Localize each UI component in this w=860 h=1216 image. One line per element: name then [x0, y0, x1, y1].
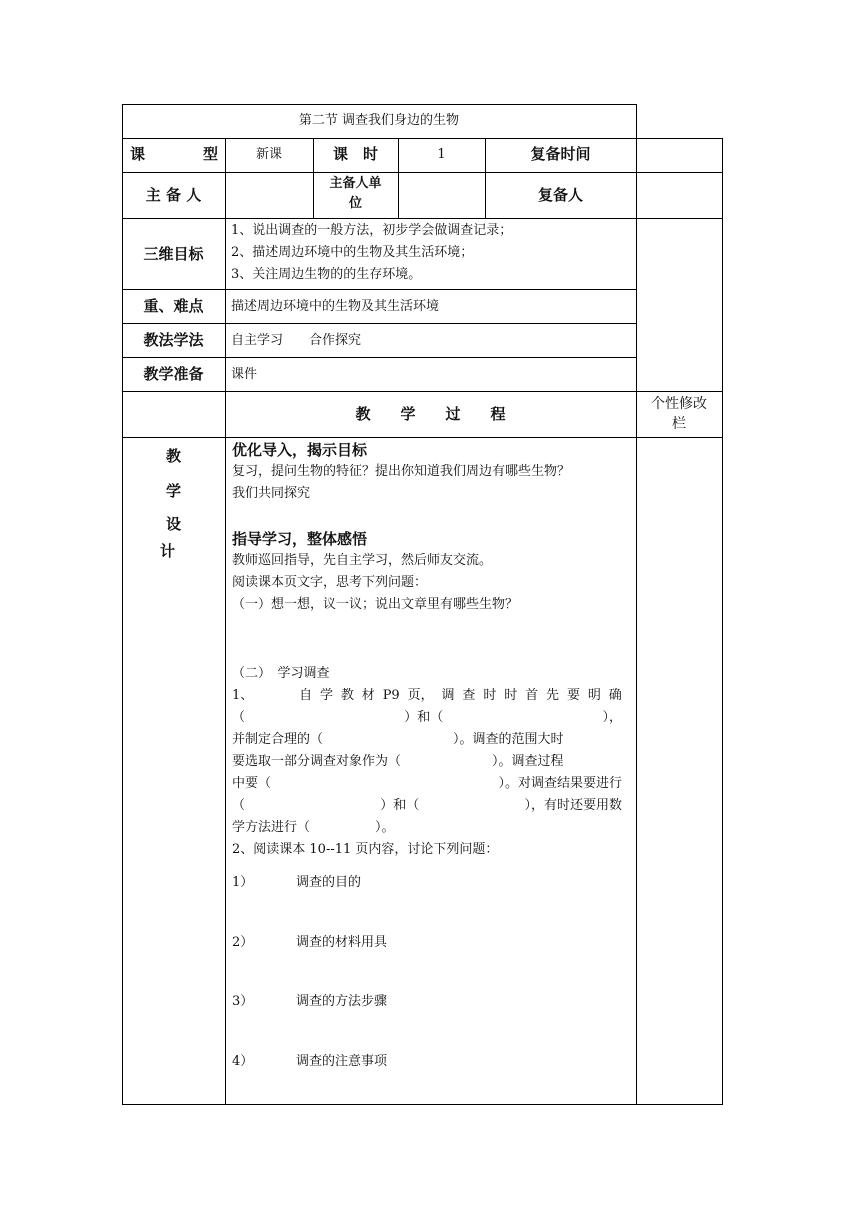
- list-item-number: 1）: [232, 875, 254, 890]
- objectives-label: 三维目标: [143, 245, 204, 263]
- fill-blank-line: （ ）和（ ），: [232, 710, 622, 725]
- author-unit-label-2: 位: [348, 196, 362, 211]
- key-points-value: 描述周边环境中的生物及其生活环境: [231, 299, 440, 314]
- discussion-prompt: 2、阅读课本 10--11 页内容，讨论下列问题：: [232, 842, 499, 857]
- prep-value: 课件: [231, 367, 258, 382]
- fill-blank-line: 并制定合理的（ ）。调查的范围大时: [232, 732, 564, 747]
- lesson-title: 第二节 调查我们身边的生物: [298, 113, 460, 128]
- section-text: 教师巡回指导，先自主学习，然后师友交流。: [232, 553, 493, 568]
- process-header: 教 学 过 程: [355, 405, 506, 423]
- design-label-char: 教: [166, 447, 182, 465]
- course-type-label: 课 型: [130, 145, 218, 163]
- section-text: 复习，提问生物的特征？提出你知道我们周边有哪些生物？: [232, 464, 571, 479]
- prep-label: 教学准备: [143, 365, 204, 383]
- fill-blank-line: （ ）和（ ），有时还要用数: [232, 798, 622, 813]
- design-label-char: 学: [166, 482, 182, 500]
- list-item-number: 2）: [232, 935, 254, 950]
- objective-item: 1、说出调查的一般方法，初步学会做调查记录；: [231, 223, 513, 238]
- design-label-char: 计: [160, 542, 176, 560]
- section-text: （一）想一想，议一议；说出文章里有哪些生物？: [232, 597, 519, 612]
- section-text: 我们共同探究: [232, 486, 311, 501]
- fill-blank-line: 要选取一部分调查对象作为（ ）。调查过程: [232, 754, 564, 769]
- section-text: 阅读课本页文字，思考下列问题：: [232, 575, 428, 590]
- course-type-value: 新课: [255, 147, 282, 162]
- personal-notes-label-1: 个性修改: [651, 396, 707, 412]
- period-label: 课 时: [332, 145, 378, 163]
- author-label: 主 备 人: [145, 186, 202, 204]
- review-time-label: 复备时间: [530, 145, 591, 163]
- subsection-title: （二） 学习调查: [232, 666, 330, 681]
- key-points-label: 重、难点: [143, 297, 204, 315]
- period-value: 1: [437, 147, 446, 162]
- fill-blank-line: 中要（ ）。对调查结果要进行: [232, 776, 622, 791]
- objective-item: 2、描述周边环境中的生物及其生活环境；: [231, 245, 474, 260]
- methods-value: 自主学习 合作探究: [231, 333, 362, 348]
- list-item: 调查的目的: [296, 875, 362, 890]
- list-item-number: 3）: [232, 994, 254, 1009]
- fill-blank-line: 1、 自 学 教 材 P9 页， 调 查 时 时 首 先 要 明 确: [232, 688, 622, 703]
- reviewer-label: 复备人: [537, 186, 583, 204]
- author-unit-label-1: 主备人单: [329, 176, 382, 191]
- methods-label: 教法学法: [143, 331, 204, 349]
- section-title: 优化导入，揭示目标: [232, 441, 368, 459]
- design-label-char: 设: [166, 515, 182, 533]
- list-item: 调查的注意事项: [296, 1054, 388, 1069]
- personal-notes-label-2: 栏: [672, 416, 686, 432]
- fill-blank-line: 学方法进行（ ）。: [232, 820, 395, 835]
- list-item-number: 4）: [232, 1054, 254, 1069]
- list-item: 调查的方法步骤: [296, 994, 388, 1009]
- objective-item: 3、关注周边生物的的生存环境。: [231, 267, 422, 282]
- section-title: 指导学习，整体感悟: [232, 530, 368, 548]
- list-item: 调查的材料用具: [296, 935, 388, 950]
